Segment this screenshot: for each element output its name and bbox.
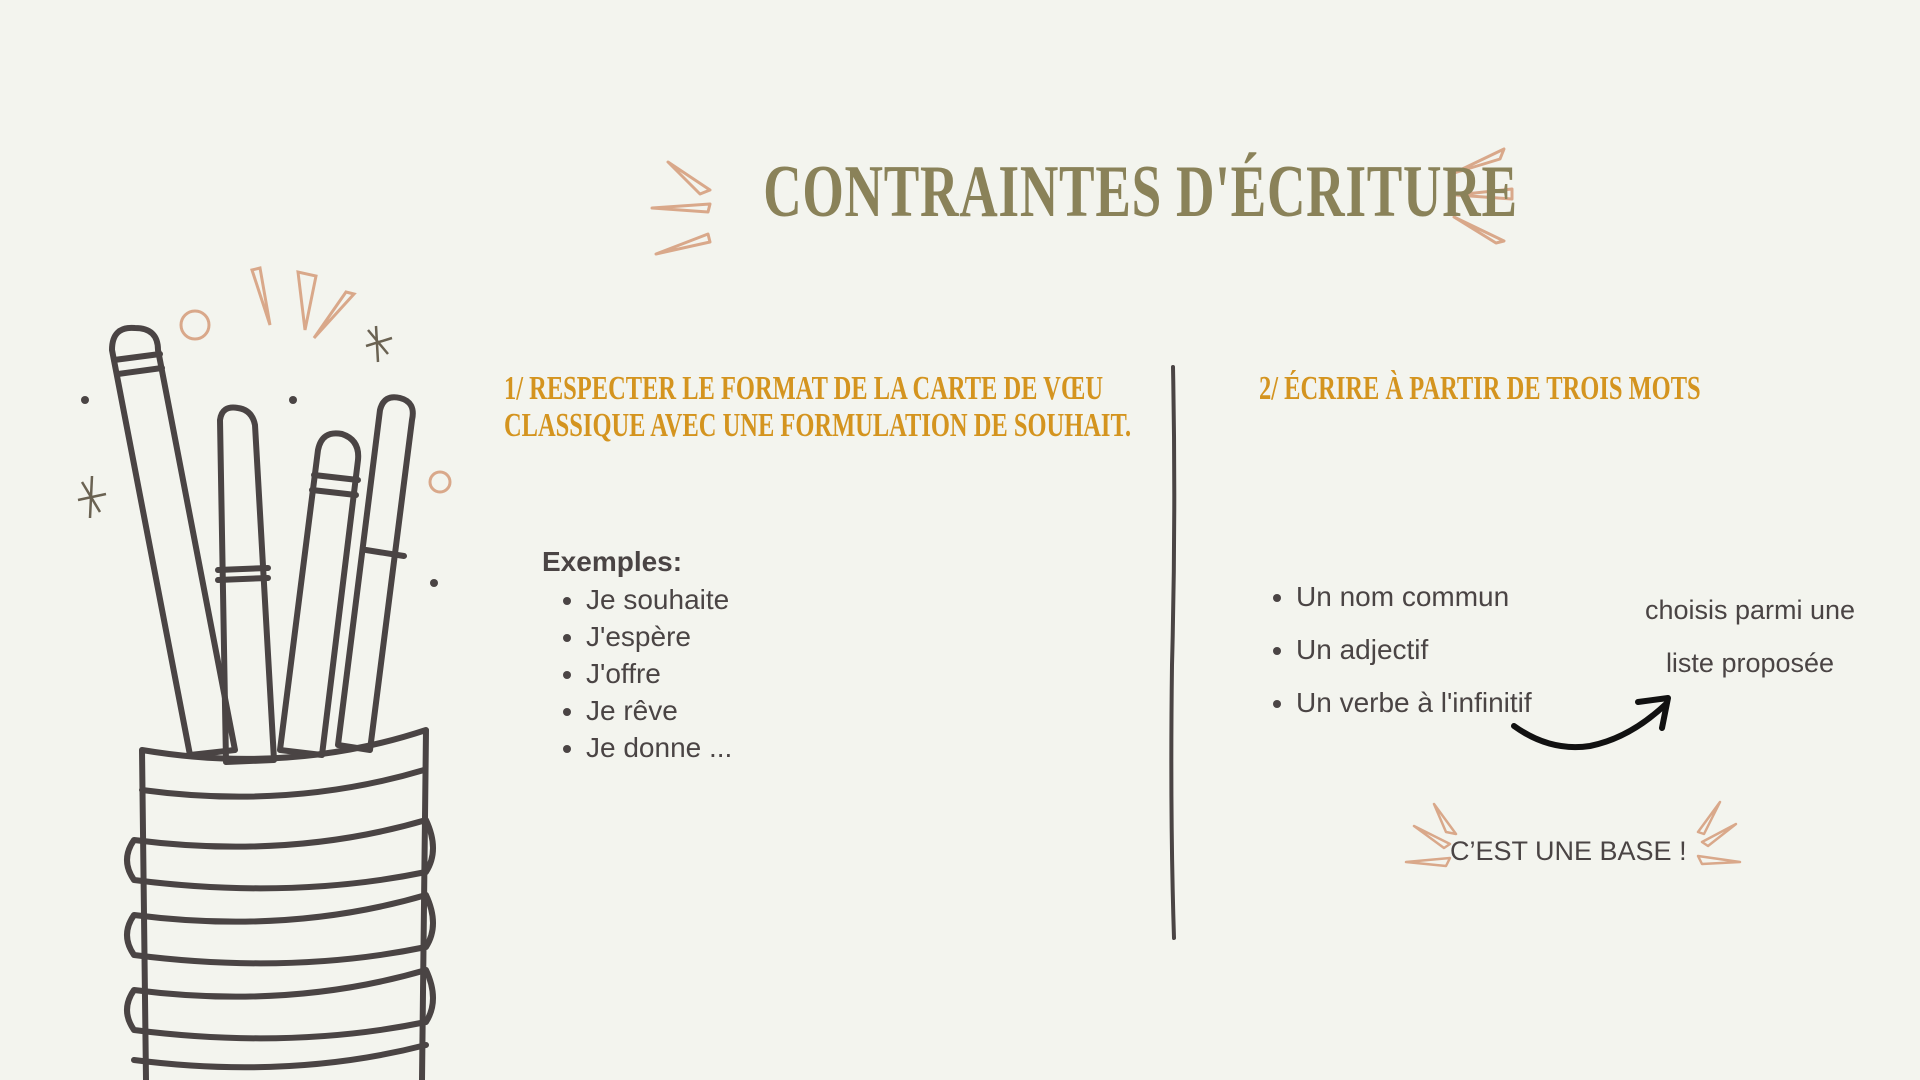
- title-left-sparkle-icon: [648, 158, 718, 258]
- examples-label: Exemples:: [542, 546, 683, 577]
- page-title: CONTRAINTES D'ÉCRITURE: [763, 151, 1518, 233]
- section1-heading-line2: CLASSIQUE AVEC UNE FORMULATION DE SOUHAIT.: [504, 407, 1132, 444]
- base-label: C’EST UNE BASE !: [1450, 836, 1687, 866]
- pencil-cup-illustration: [60, 250, 460, 1080]
- words-list: [1268, 570, 1532, 729]
- list-item: • J'offre: [586, 655, 732, 692]
- choice-note-line1: choisis parmi une: [1644, 595, 1856, 625]
- choice-note: [1620, 584, 1880, 690]
- examples-list: [542, 581, 732, 766]
- vertical-divider: [1168, 365, 1178, 940]
- choice-note-line2: liste proposée: [1665, 648, 1835, 678]
- list-item: • Un verbe à l'infinitif: [1296, 676, 1532, 729]
- list-item: • J'espère: [586, 618, 732, 655]
- examples-block: [542, 545, 732, 766]
- list-item: • Un nom commun: [1296, 570, 1532, 623]
- arrow-curve-icon: [1510, 690, 1680, 760]
- list-item: • Un adjectif: [1296, 623, 1532, 676]
- list-item: • Je rêve: [586, 692, 732, 729]
- words-block: [1268, 570, 1532, 729]
- base-right-sparkle-icon: [1688, 798, 1758, 870]
- section1-heading: [504, 370, 1131, 444]
- section1-heading-line1: 1/ RESPECTER LE FORMAT DE LA CARTE DE VŒU: [504, 370, 1103, 407]
- list-item: • Je donne ...: [586, 729, 732, 766]
- section2-heading: 2/ ÉCRIRE À PARTIR DE TROIS MOTS: [1259, 370, 1701, 407]
- list-item: • Je souhaite: [586, 581, 732, 618]
